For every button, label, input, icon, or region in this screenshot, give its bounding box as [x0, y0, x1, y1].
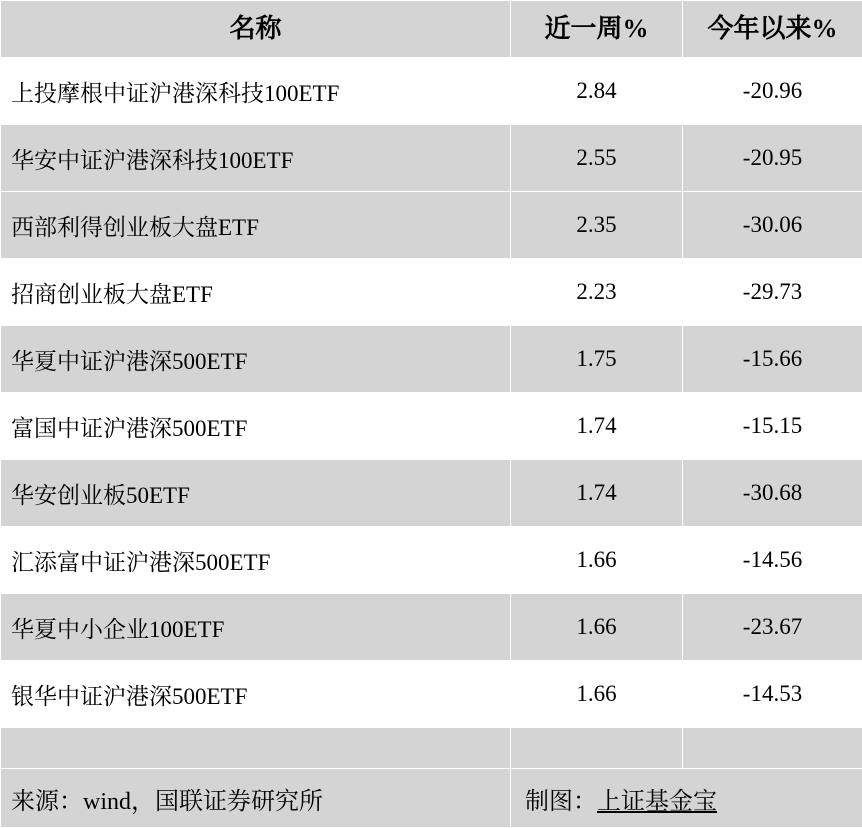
cell-fund-name: 华夏中证沪港深500ETF: [1, 326, 511, 393]
cell-week-return: 1.75: [511, 326, 683, 393]
table-row: [1, 192, 862, 259]
cell-week-return: 1.74: [511, 393, 683, 460]
column-header-name: 名称: [1, 1, 511, 58]
cell-week-return: 2.23: [511, 259, 683, 326]
cell-week-return: 2.55: [511, 125, 683, 192]
cell-week-return: 1.66: [511, 661, 683, 728]
cell-ytd-return: -29.73: [683, 259, 862, 326]
credit-label: 制图：: [525, 788, 597, 815]
cell-fund-name: 华夏中小企业100ETF: [1, 594, 511, 661]
table-row: [1, 594, 862, 661]
table-row: [1, 460, 862, 527]
table-row: [1, 661, 862, 728]
credit-value: 上证基金宝: [597, 788, 717, 815]
cell-ytd-return: -20.95: [683, 125, 862, 192]
spacer-cell-name: [1, 728, 511, 769]
source-note: 来源：wind，国联证券研究所: [1, 769, 511, 828]
cell-fund-name: 华安创业板50ETF: [1, 460, 511, 527]
table-row: [1, 125, 862, 192]
cell-fund-name: 银华中证沪港深500ETF: [1, 661, 511, 728]
spacer-cell-week: [511, 728, 683, 769]
cell-week-return: 2.35: [511, 192, 683, 259]
column-header-ytd: 今年以来%: [683, 1, 862, 58]
cell-week-return: 1.66: [511, 527, 683, 594]
cell-ytd-return: -15.15: [683, 393, 862, 460]
table-row: [1, 259, 862, 326]
cell-ytd-return: -14.56: [683, 527, 862, 594]
cell-ytd-return: -30.68: [683, 460, 862, 527]
table-footer-row: [1, 769, 862, 828]
table-row: [1, 326, 862, 393]
spacer-cell-ytd: [683, 728, 862, 769]
table-spacer-row: [1, 728, 862, 769]
table-row: [1, 58, 862, 125]
cell-fund-name: 招商创业板大盘ETF: [1, 259, 511, 326]
cell-week-return: 1.66: [511, 594, 683, 661]
cell-fund-name: 华安中证沪港深科技100ETF: [1, 125, 511, 192]
cell-fund-name: 富国中证沪港深500ETF: [1, 393, 511, 460]
cell-week-return: 2.84: [511, 58, 683, 125]
cell-ytd-return: -15.66: [683, 326, 862, 393]
table-row: [1, 393, 862, 460]
cell-ytd-return: -20.96: [683, 58, 862, 125]
cell-week-return: 1.74: [511, 460, 683, 527]
cell-ytd-return: -23.67: [683, 594, 862, 661]
credit-note: [511, 769, 862, 828]
cell-fund-name: 西部利得创业板大盘ETF: [1, 192, 511, 259]
cell-ytd-return: -30.06: [683, 192, 862, 259]
cell-ytd-return: -14.53: [683, 661, 862, 728]
table-row: [1, 527, 862, 594]
cell-fund-name: 汇添富中证沪港深500ETF: [1, 527, 511, 594]
table-header-row: [1, 1, 862, 58]
cell-fund-name: 上投摩根中证沪港深科技100ETF: [1, 58, 511, 125]
column-header-week: 近一周%: [511, 1, 683, 58]
